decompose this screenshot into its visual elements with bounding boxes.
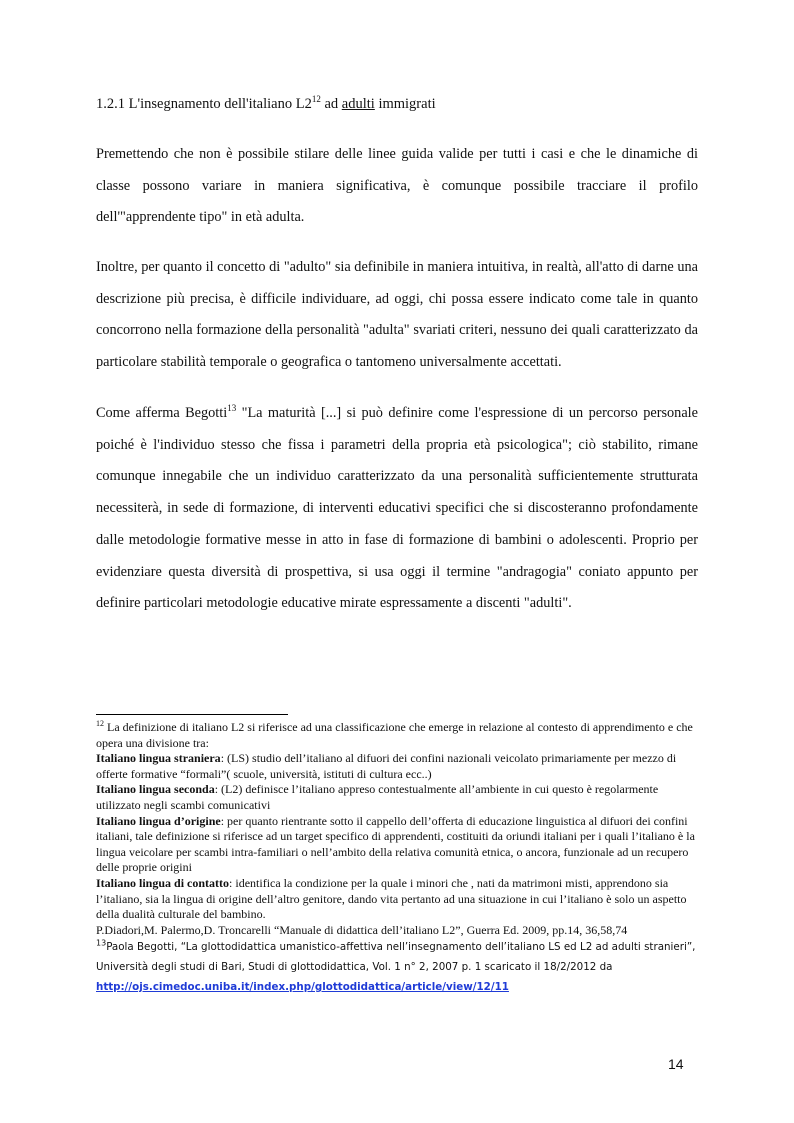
- source-link[interactable]: http://ojs.cimedoc.uniba.it/index.php/glottodidattica/article/view/12/11: [96, 981, 509, 993]
- term-ls: Italiano lingua straniera: [96, 751, 221, 766]
- footnote-ref-13[interactable]: 13: [227, 403, 237, 414]
- term-origin: Italiano lingua d’origine: [96, 813, 221, 828]
- term-contact: Italiano lingua di contatto: [96, 875, 230, 890]
- footnote-ref-12[interactable]: 12: [311, 94, 321, 105]
- section-heading: 1.2.1 L'insegnamento dell'italiano $L2^{12}$ ad adulti immigrati: [96, 94, 436, 112]
- underlined-word: adulti: [341, 96, 375, 112]
- citation: P.Diadori,M. Palermo,D. Troncarelli “Manuale di didattica dell’italiano L2”, Guerra Ed. 2009, pp.14, 36,58,74: [96, 922, 628, 937]
- page-number: 14: [668, 1056, 684, 1072]
- paragraph-1: Premettendo che non è possibile stilare delle linee guida valide per tutti i casi e che le dinamiche di classe possono variare in maniera significativa, è comunque possibile tracciare il profilo dell'"apprendente tipo" in età adulta.: [96, 146, 698, 226]
- footnote-12: $^{12}$ La definizione di italiano L2 si riferisce ad una classificazione che emerge in relazione al contesto di apprendimento e che opera una divisione tra: Italiano lingua straniera: (LS) studio dell’italiano al difuori dei confini nazionali veicolato primariamente per mezzo di offerte formative “formali”( scuole, università, istituti di cultura ecc..) Italiano lingua seconda: (L2) definisce l’italiano appreso contestualmente all’ambiente in cui questo è regolarmente utilizzato negli scambi comunicativi Italiano lingua d’origine: per quanto rientrante sotto il cappello dell’offerta di educazione linguistica al difuori dei confini italiani, tale definizione si riferisce ad un target specifico di apprendenti, costituiti da oriundi italiani per i quali l’italiano è la lingua veicolare per scambi intra-familiari o nell’ambito della relativa comunità etnica, o ancora, funzionale ad un recupero delle proprie origini Italiano lingua di contatto: identifica la condizione per la quale i minori che , nati da matrimoni misti, apprendono sia l’italiano, sia la lingua di origine dell’altro genitore, dando vita pertanto ad una situazione in cui l’italiano è solo un aspetto della dualità culturale del bambino. P.Diadori,M. Palermo,D. Troncarelli “Manuale di didattica dell’italiano L2”, Guerra Ed. 2009, pp.14, 36,58,74: [96, 719, 695, 937]
- paragraph-2: Inoltre, per quanto il concetto di "adulto" sia definibile in maniera intuitiva, in realtà, all'atto di darne una descrizione più precisa, è difficile individuare, ad oggi, chi possa essere indicato come tale in quanto concorrono nella formazione della personalità "adulta" svariati criteri, nessuno dei quali caratterizzato da particolare stabilità temporale o geografica o tantomeno universalmente accettati.: [96, 259, 698, 371]
- footnote-divider: [96, 714, 288, 715]
- section-number: 1.2.1: [96, 96, 125, 112]
- term-l2: Italiano lingua seconda: [96, 782, 215, 797]
- footnote-13: $^{13}$Paola Begotti, “La glottodidattica umanistico-affettiva nell’insegnamento dell’italiano LS ed L2 ad adulti stranieri”, Università degli studi di Bari, Studi di glottodidattica, Vol. 1 n° 2, 2007 p. 1 scaricato il 18/2/2012 da http://ojs.cimedoc.uniba.it/index.php/glottodidattica/article/view/12/11: [96, 938, 696, 993]
- paragraph-3: Come afferma Begotti$^{13}$ "La maturità [...] si può definire come l'espressione di un percorso personale poiché è l'individuo stesso che fissa i parametri della propria età psicologica"; ciò stabilito, rimane comunque innegabile che un individuo caratterizzato da una personalità sufficientemente strutturata necessiterà, in sede di formazione, di interventi educativi specifici che si discosteranno profondamente dalle metodologie formative messe in atto in fase di formazione di bambini o adolescenti. Proprio per evidenziare questa diversità di prospettiva, si usa oggi il termine "andragogia" coniato appunto per definire particolari metodologie educative mirate espressamente a discenti "adulti".: [96, 403, 698, 612]
